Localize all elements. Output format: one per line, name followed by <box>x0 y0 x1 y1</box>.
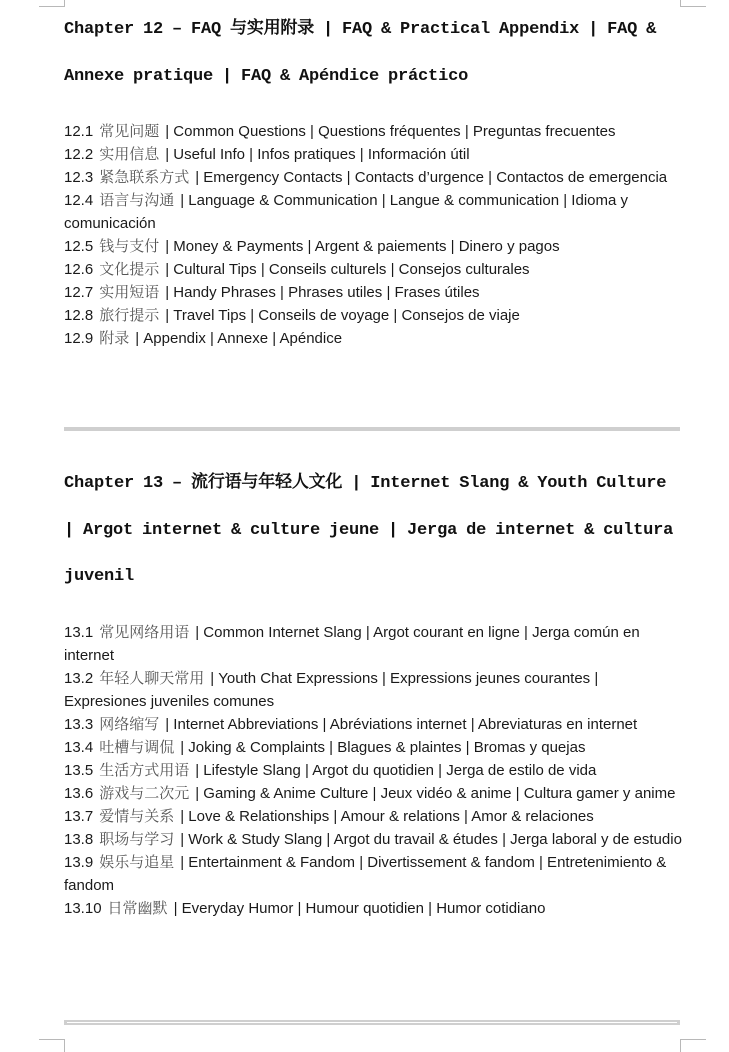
section-title-translations: | Work & Study Slang | Argot du travail & études | Jerga laboral y de estudio <box>180 830 682 848</box>
section-title-zh: 附录 <box>99 329 130 347</box>
chapter-title: Chapter 12 – FAQ 与实用附录 | FAQ & Practical Appendix | FAQ & Annexe pratique | FAQ & Apéndice práctico <box>64 20 657 86</box>
section-title-translations: | Appendix | Annexe | Apéndice <box>135 330 343 347</box>
page-corner-mark-top-left <box>39 0 65 7</box>
section-number: 13.2 <box>64 669 94 687</box>
toc-item[interactable] <box>64 143 684 166</box>
section-number: 13.5 <box>64 761 94 779</box>
toc-item[interactable] <box>64 782 684 805</box>
toc-item[interactable] <box>64 851 684 897</box>
section-number: 12.6 <box>64 261 94 278</box>
section-title-zh: 常见问题 <box>99 122 160 140</box>
toc-item[interactable] <box>64 281 684 304</box>
section-title-translations: | Everyday Humor | Humour quotidien | Humor cotidiano <box>173 899 546 917</box>
section-number: 12.3 <box>64 169 94 186</box>
section-number: 12.5 <box>64 238 94 255</box>
toc-item[interactable] <box>64 759 684 782</box>
toc-item[interactable] <box>64 189 684 235</box>
section-title-zh: 生活方式用语 <box>99 760 190 779</box>
toc-item[interactable] <box>64 828 684 851</box>
section-number: 13.9 <box>64 853 94 871</box>
section-title-zh: 紧急联系方式 <box>99 168 190 186</box>
section-title-translations: | Handy Phrases | Phrases utiles | Frases útiles <box>165 284 480 301</box>
section-title-zh: 日常幽默 <box>107 898 168 917</box>
toc-list <box>64 120 684 350</box>
section-title-translations: | Cultural Tips | Conseils culturels | Consejos culturales <box>165 261 530 278</box>
toc-item[interactable] <box>64 713 684 736</box>
page-corner-mark-top-right <box>680 0 706 7</box>
page-corner-mark-bottom-left <box>39 1039 65 1052</box>
toc-item[interactable] <box>64 166 684 189</box>
section-title-zh: 实用信息 <box>99 145 160 163</box>
section-number: 13.10 <box>64 899 102 917</box>
toc-item[interactable] <box>64 235 684 258</box>
toc-item[interactable] <box>64 258 684 281</box>
toc-item[interactable] <box>64 897 684 920</box>
toc-list <box>64 621 684 920</box>
toc-item[interactable] <box>64 805 684 828</box>
section-divider <box>64 427 680 431</box>
section-title-translations: | Entertainment & Fandom | Divertissement & fandom | Entretenimiento & fandom <box>64 853 667 894</box>
section-title-translations: | Travel Tips | Conseils de voyage | Consejos de viaje <box>165 307 520 324</box>
section-title-zh: 实用短语 <box>99 283 160 301</box>
page-corner-mark-bottom-right <box>680 1039 706 1052</box>
section-title-zh: 常见网络用语 <box>99 622 190 641</box>
section-title-translations: | Money & Payments | Argent & paiements | Dinero y pagos <box>165 238 560 255</box>
section-title-translations: | Joking & Complaints | Blagues & plaintes | Bromas y quejas <box>180 738 586 756</box>
section-title-translations: | Youth Chat Expressions | Expressions jeunes courantes | Expresiones juveniles comunes <box>64 669 599 710</box>
toc-item[interactable] <box>64 327 684 350</box>
section-number: 13.1 <box>64 623 94 641</box>
section-title-zh: 网络缩写 <box>99 714 160 733</box>
toc-item[interactable] <box>64 304 684 327</box>
section-divider <box>64 1020 680 1025</box>
section-title-zh: 娱乐与追星 <box>99 852 175 871</box>
section-title-zh: 爱情与关系 <box>99 806 175 825</box>
section-number: 13.6 <box>64 784 94 802</box>
section-number: 12.2 <box>64 146 94 163</box>
section-title-translations: | Gaming & Anime Culture | Jeux vidéo & anime | Cultura gamer y anime <box>195 784 676 802</box>
section-number: 12.1 <box>64 123 94 140</box>
section-title-translations: | Language & Communication | Langue & communication | Idioma y comunicación <box>64 192 628 232</box>
toc-item[interactable] <box>64 736 684 759</box>
section-title-zh: 游戏与二次元 <box>99 783 190 802</box>
chapter-13 <box>64 461 684 920</box>
toc-item[interactable] <box>64 667 684 713</box>
section-number: 12.9 <box>64 330 94 347</box>
toc-item[interactable] <box>64 120 684 143</box>
chapter-title: Chapter 13 – 流行语与年轻人文化 | Internet Slang & Youth Culture | Argot internet & culture jeune | Jerga de internet & cultura juvenil <box>64 474 674 586</box>
section-title-zh: 旅行提示 <box>99 306 160 324</box>
section-number: 13.7 <box>64 807 94 825</box>
section-title-zh: 文化提示 <box>99 260 160 278</box>
section-title-translations: | Love & Relationships | Amour & relations | Amor & relaciones <box>180 807 594 825</box>
section-number: 12.4 <box>64 192 94 209</box>
section-title-translations: | Lifestyle Slang | Argot du quotidien | Jerga de estilo de vida <box>195 761 597 779</box>
section-title-zh: 吐槽与调侃 <box>99 737 175 756</box>
section-title-translations: | Internet Abbreviations | Abréviations internet | Abreviaturas en internet <box>165 715 638 733</box>
section-number: 12.7 <box>64 284 94 301</box>
section-title-zh: 年轻人聊天常用 <box>99 668 205 687</box>
section-title-translations: | Emergency Contacts | Contacts d’urgence | Contactos de emergencia <box>195 169 668 186</box>
section-title-zh: 钱与支付 <box>99 237 160 255</box>
section-number: 13.4 <box>64 738 94 756</box>
section-title-zh: 职场与学习 <box>99 829 175 848</box>
chapter-12 <box>64 7 684 350</box>
section-number: 12.8 <box>64 307 94 324</box>
section-number: 13.8 <box>64 830 94 848</box>
section-title-translations: | Useful Info | Infos pratiques | Información útil <box>165 146 470 163</box>
section-title-translations: | Common Questions | Questions fréquentes | Preguntas frecuentes <box>165 123 616 140</box>
section-number: 13.3 <box>64 715 94 733</box>
section-title-zh: 语言与沟通 <box>99 191 175 209</box>
section-title-translations: | Common Internet Slang | Argot courant en ligne | Jerga común en internet <box>64 623 640 664</box>
toc-item[interactable] <box>64 621 684 667</box>
